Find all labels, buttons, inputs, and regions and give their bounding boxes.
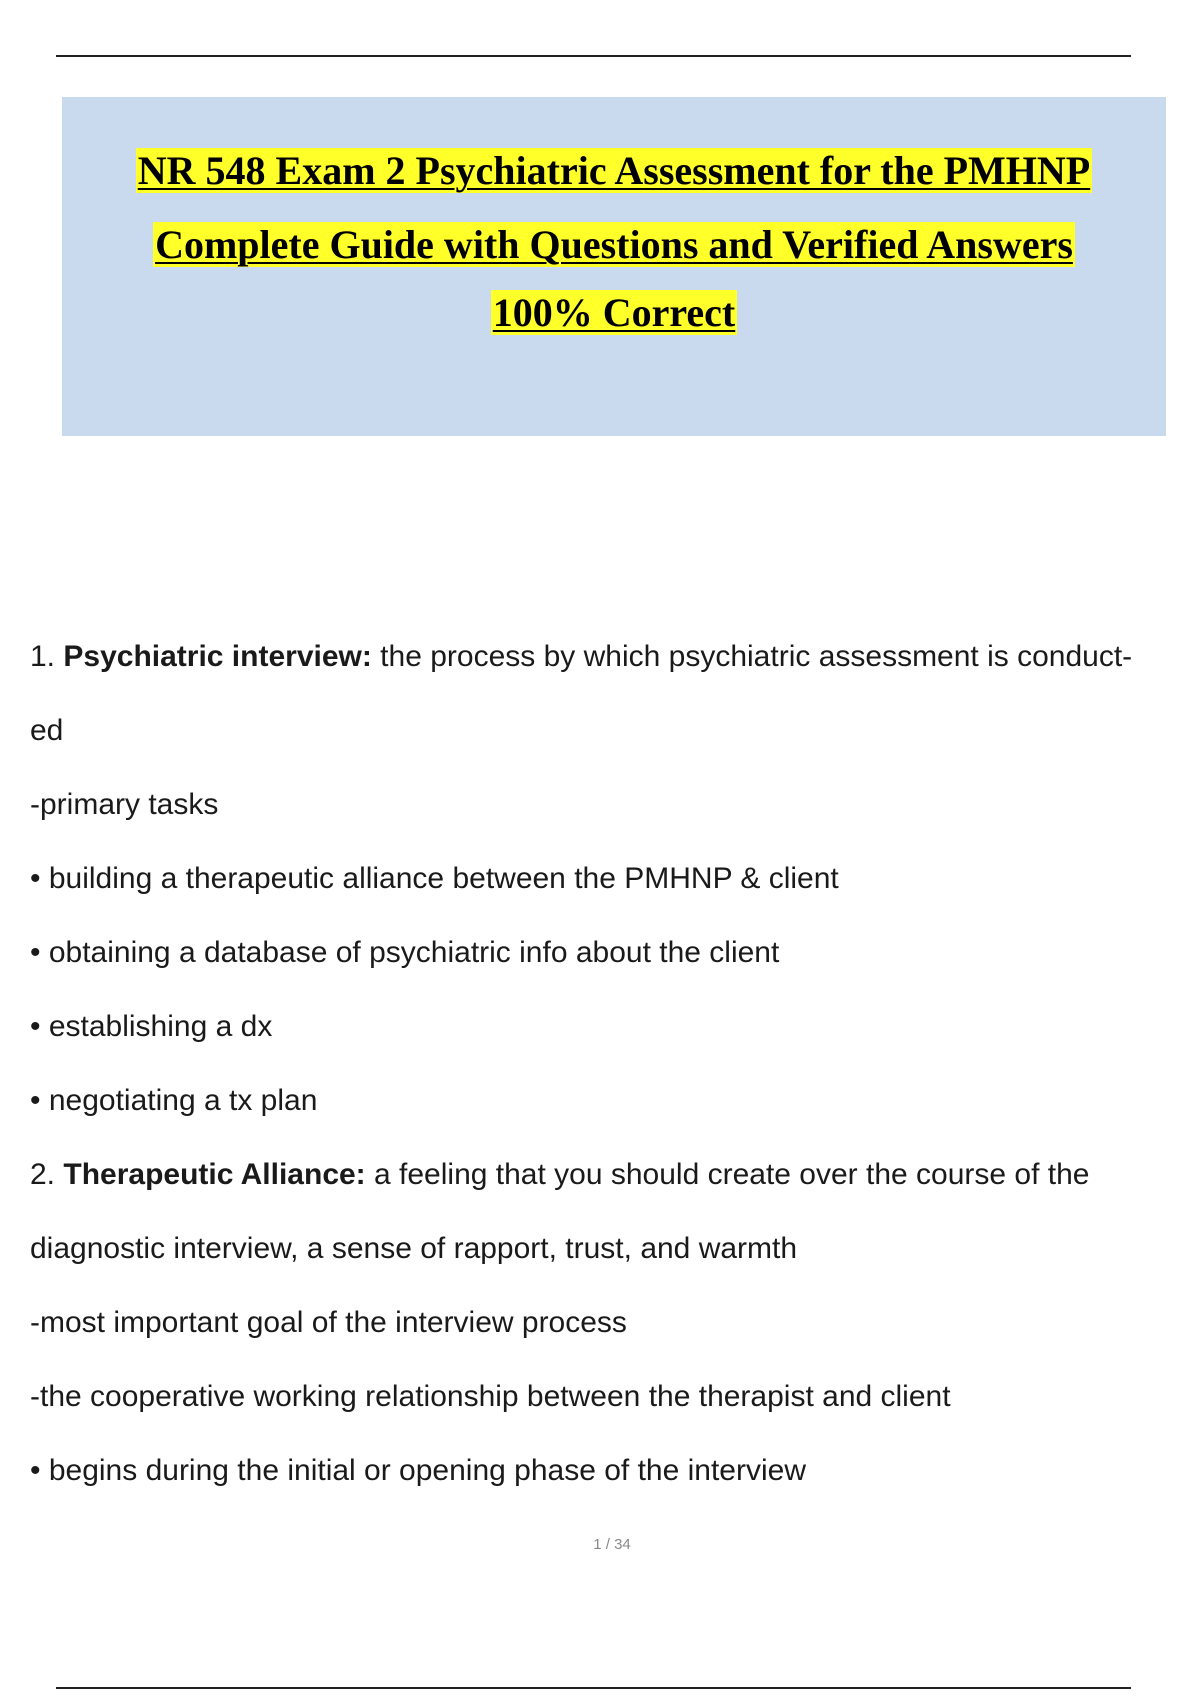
item-2-line: diagnostic interview, a sense of rapport, trust, and warmth [30,1232,798,1265]
item-definition: a feeling that you should create over the course of the [365,1158,1090,1191]
item-1-bullet: • negotiating a tx plan [30,1084,318,1117]
item-1-bullet: • establishing a dx [30,1010,273,1043]
footer-rule [56,1687,1131,1689]
header-rule [56,55,1131,57]
item-2-line: -most important goal of the interview process [30,1306,627,1339]
item-1-heading [30,620,1190,694]
item-term: Psychiatric interview: [63,640,372,673]
item-number: 1. [30,640,56,673]
title-line-1: NR 548 Exam 2 Psychiatric Assessment for the PMHNP [137,148,1091,193]
page-number: 1 / 34 [593,1536,631,1553]
item-2-bullet: • begins during the initial or opening phase of the interview [30,1454,807,1487]
title-line-2: Complete Guide with Questions and Verified Answers [155,222,1073,267]
item-2-line: -the cooperative working relationship between the therapist and client [30,1380,951,1413]
item-2-heading [30,1138,1190,1212]
item-1-line: ed [30,714,64,747]
item-number: 2. [30,1158,56,1191]
item-1-line: -primary tasks [30,788,219,821]
item-1-bullet: • building a therapeutic alliance between the PMHNP & client [30,862,839,895]
item-term: Therapeutic Alliance: [63,1158,366,1191]
title-line-3: 100% Correct [492,290,736,335]
document-body [30,620,1190,1508]
title-banner [62,97,1166,436]
item-1-bullet: • obtaining a database of psychiatric info about the client [30,936,780,969]
item-definition: the process by which psychiatric assessment is conduct- [371,640,1133,673]
